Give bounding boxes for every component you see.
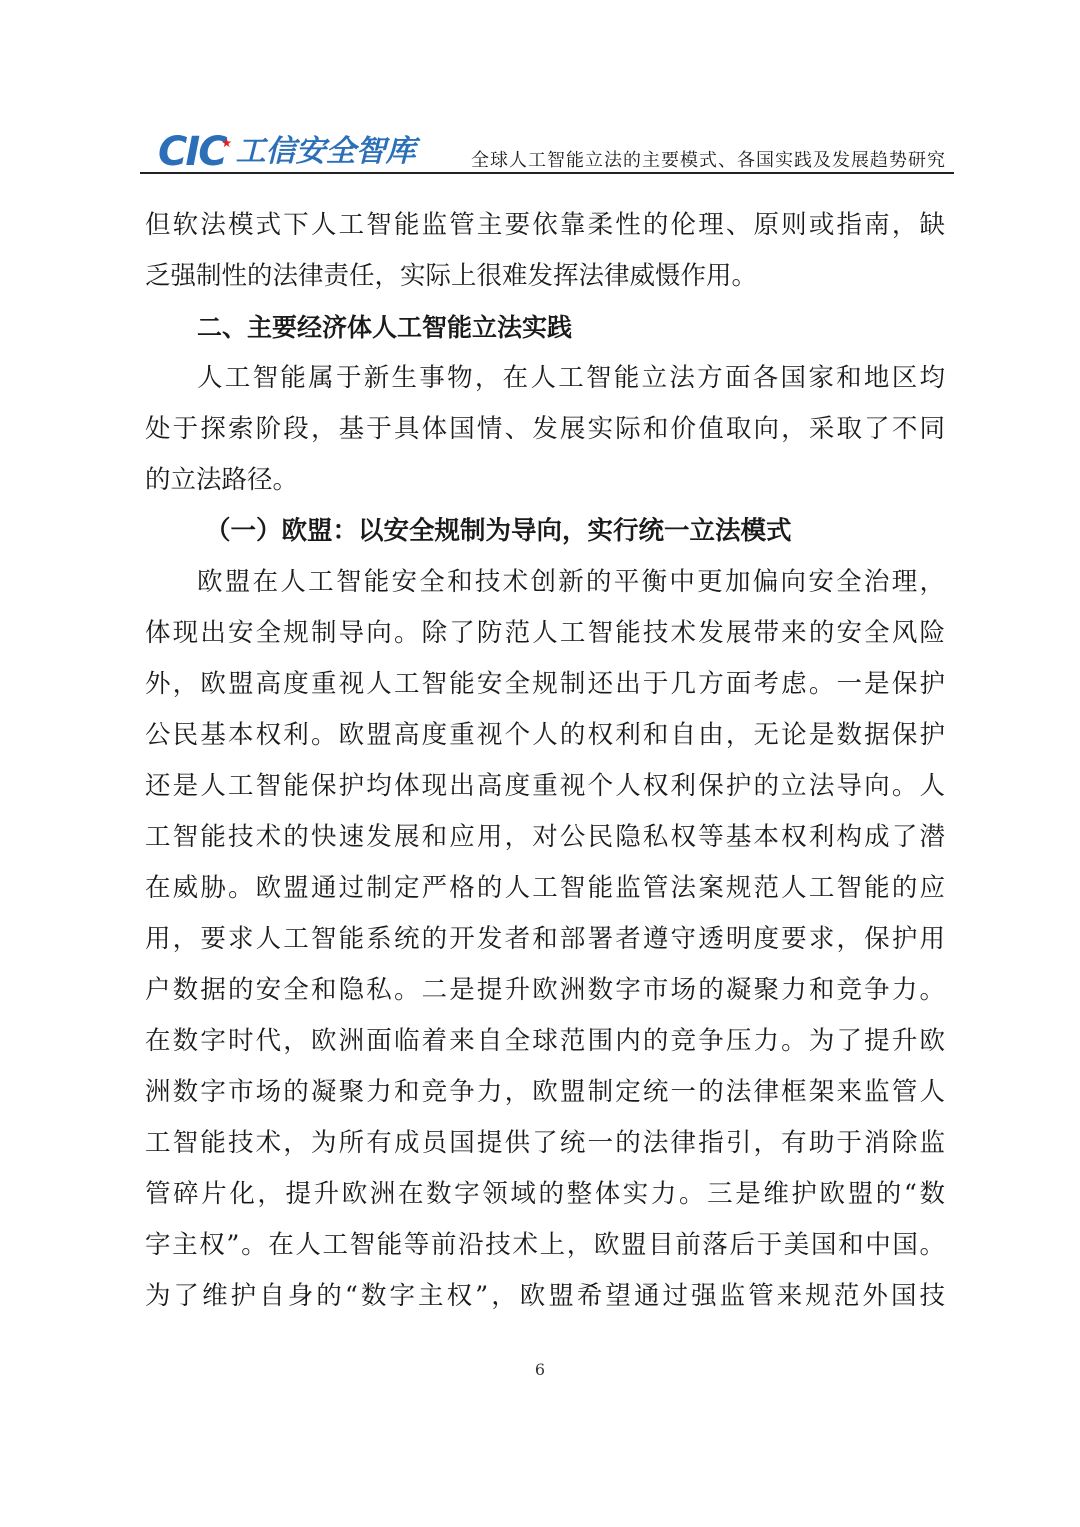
text-line: 在数字时代，欧洲面临着来自全球范围内的竞争压力。为了提升欧	[145, 1026, 945, 1056]
subsection-heading: （一）欧盟：以安全规制为导向，实行统一立法模式	[205, 516, 792, 546]
text-line: 公民基本权利。欧盟高度重视个人的权利和自由，无论是数据保护	[145, 720, 945, 750]
body-text	[145, 200, 945, 1322]
text-line: 乏强制性的法律责任，实际上很难发挥法律威慑作用。	[145, 261, 758, 291]
text-line: 外，欧盟高度重视人工智能安全规制还出于几方面考虑。一是保护	[145, 669, 945, 699]
text-line: 管碎片化，提升欧洲在数字领域的整体实力。三是维护欧盟的“数	[145, 1179, 945, 1209]
text-line: 还是人工智能保护均体现出高度重视个人权利保护的立法导向。人	[145, 771, 945, 801]
cic-logo	[158, 129, 416, 175]
text-line: 处于探索阶段，基于具体国情、发展实际和价值取向，采取了不同	[145, 414, 945, 444]
text-line: 欧盟在人工智能安全和技术创新的平衡中更加偏向安全治理，	[197, 567, 945, 597]
text-line: 人工智能属于新生事物，在人工智能立法方面各国家和地区均	[197, 363, 945, 393]
logo-cic-mark: CIC	[158, 129, 226, 175]
text-line: 的立法路径。	[145, 465, 299, 495]
page-header	[140, 128, 954, 174]
page-number: 6	[534, 1360, 546, 1379]
text-line: 在威胁。欧盟通过制定严格的人工智能监管法案规范人工智能的应	[145, 873, 945, 903]
text-line: 体现出安全规制导向。除了防范人工智能技术发展带来的安全风险	[145, 618, 945, 648]
header-divider	[140, 172, 954, 174]
document-title: 全球人工智能立法的主要模式、各国实践及发展趋势研究	[471, 150, 946, 171]
logo-text: 工信安全智库	[235, 134, 416, 169]
text-line: 但软法模式下人工智能监管主要依靠柔性的伦理、原则或指南，缺	[145, 210, 945, 240]
text-line: 洲数字市场的凝聚力和竞争力，欧盟制定统一的法律框架来监管人	[145, 1077, 945, 1107]
text-line: 字主权”。在人工智能等前沿技术上，欧盟目前落后于美国和中国。	[145, 1230, 945, 1260]
text-line: 工智能技术，为所有成员国提供了统一的法律指引，有助于消除监	[145, 1128, 945, 1158]
section-heading: 二、主要经济体人工智能立法实践	[197, 313, 573, 342]
text-line: 用，要求人工智能系统的开发者和部署者遵守透明度要求，保护用	[145, 924, 945, 954]
text-line: 工智能技术的快速发展和应用，对公民隐私权等基本权利构成了潜	[145, 822, 945, 852]
text-line: 为了维护自身的“数字主权”，欧盟希望通过强监管来规范外国技	[145, 1281, 945, 1311]
text-line: 户数据的安全和隐私。二是提升欧洲数字市场的凝聚力和竞争力。	[145, 975, 945, 1005]
